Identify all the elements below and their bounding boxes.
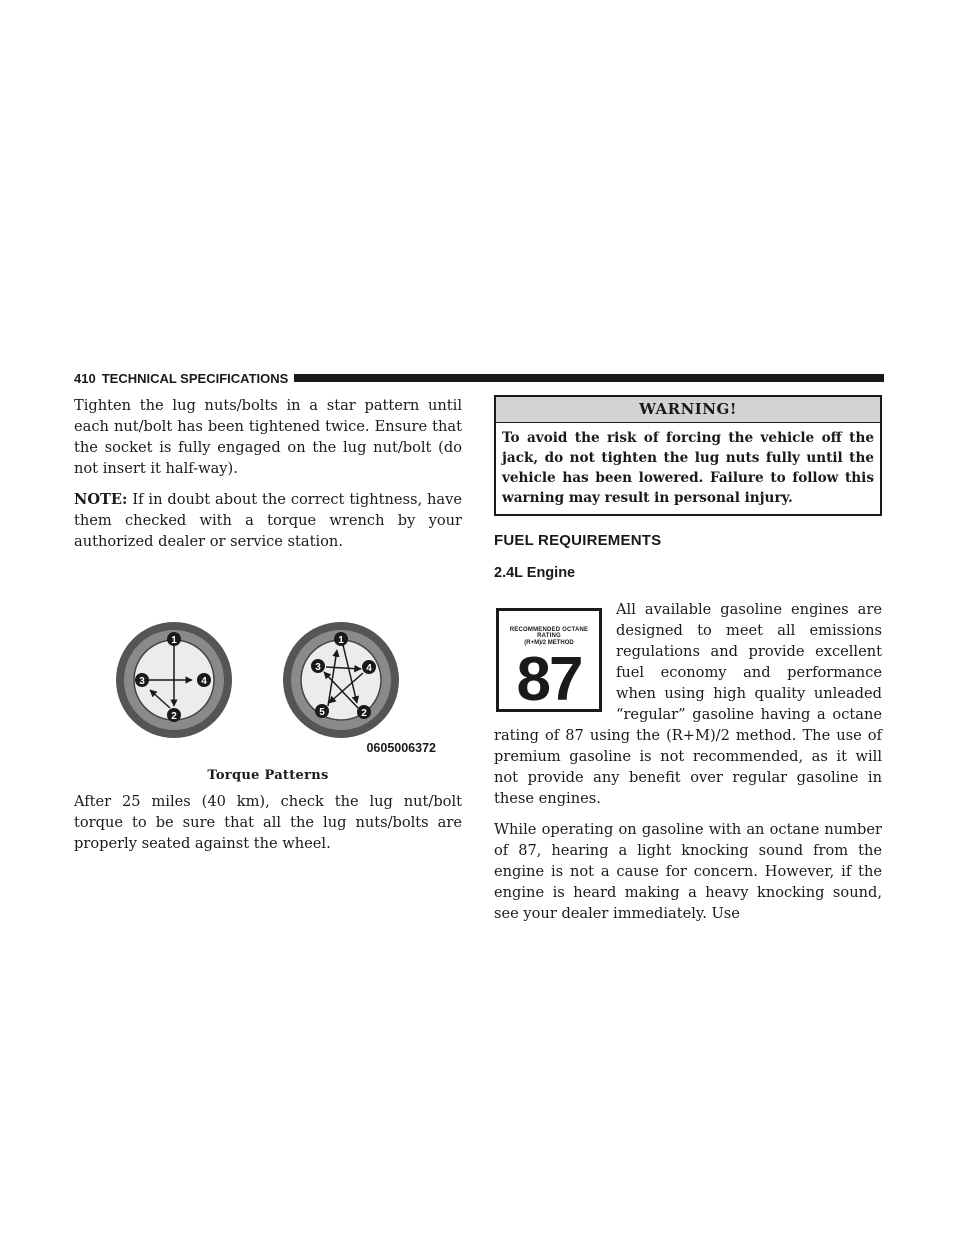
- note-label: NOTE:: [74, 491, 128, 508]
- header-rule: [294, 374, 884, 382]
- lug-4-label: 4: [201, 676, 207, 687]
- lug-3-label: 3: [139, 676, 145, 687]
- octane-label-line2: (R+M)/2 METHOD: [524, 640, 574, 646]
- lug-1-label: 1: [338, 635, 344, 646]
- octane-number: 87: [516, 645, 582, 714]
- figure-caption: Torque Patterns: [207, 768, 329, 783]
- lug-5-label: 5: [319, 707, 325, 718]
- engine-subheading: 2.4L Engine: [494, 565, 576, 581]
- lug-1-label: 1: [171, 635, 177, 646]
- lug-2-label: 2: [171, 711, 177, 722]
- fuel-requirements-heading: FUEL REQUIREMENTS: [494, 532, 662, 549]
- lug-3-label: 3: [315, 662, 321, 673]
- figure-code: 0605006372: [366, 741, 436, 755]
- page-number: 410: [74, 370, 96, 386]
- torque-pattern-figure: [74, 614, 462, 756]
- octane-rating-label: [496, 608, 602, 712]
- note-paragraph: [74, 489, 462, 552]
- note-text: If in doubt about the correct tightness, have them checked with a torque wrench by your authorized dealer or service station.: [74, 491, 462, 550]
- section-heading: TECHNICAL SPECIFICATIONS: [101, 370, 289, 386]
- page-header: [74, 370, 884, 386]
- left-column: [74, 395, 462, 864]
- lug-nut-paragraph: Tighten the lug nuts/bolts in a star pattern until each nut/bolt has been tightened twice. Ensure that the socket is fully engaged on the lug nut/bolt (do not insert it half-way).: [74, 397, 462, 477]
- five-lug-wheel: [283, 622, 399, 738]
- octane-label-line1: RECOMMENDED OCTANE RATING: [509, 627, 589, 639]
- warning-text: To avoid the risk of forcing the vehicle off the jack, do not tighten the lug nuts fully until the vehicle has been lowered. Failure to follow this warning may result in personal injury.: [502, 430, 874, 506]
- torque-pattern-illustration: [74, 614, 462, 754]
- retorque-paragraph: After 25 miles (40 km), check the lug nut/bolt torque to be sure that all the lug nuts/bolts are properly seated against the wheel.: [74, 793, 462, 852]
- lug-4-label: 4: [366, 663, 372, 674]
- gasoline-paragraph: All available gasoline engines are designed to meet all emissions regulations and provide excellent fuel economy and performance when using high quality unleaded “regular” gasoline having a octane rating of 87 using the (R+M)/2 method. The use of premium gasoline is not recommended, as it will not provide any benefit over regular gasoline in these engines.: [494, 601, 882, 807]
- knocking-paragraph: While operating on gasoline with an octane number of 87, hearing a light knocking sound from the engine is not a cause for concern. However, if the engine is heard making a heavy knocking sound, see your dealer immediately. Use: [494, 821, 882, 922]
- warning-box: [494, 395, 882, 516]
- lug-2-label: 2: [361, 708, 367, 719]
- warning-title: WARNING!: [496, 397, 880, 423]
- right-column: [494, 395, 882, 934]
- four-lug-wheel: [116, 622, 232, 738]
